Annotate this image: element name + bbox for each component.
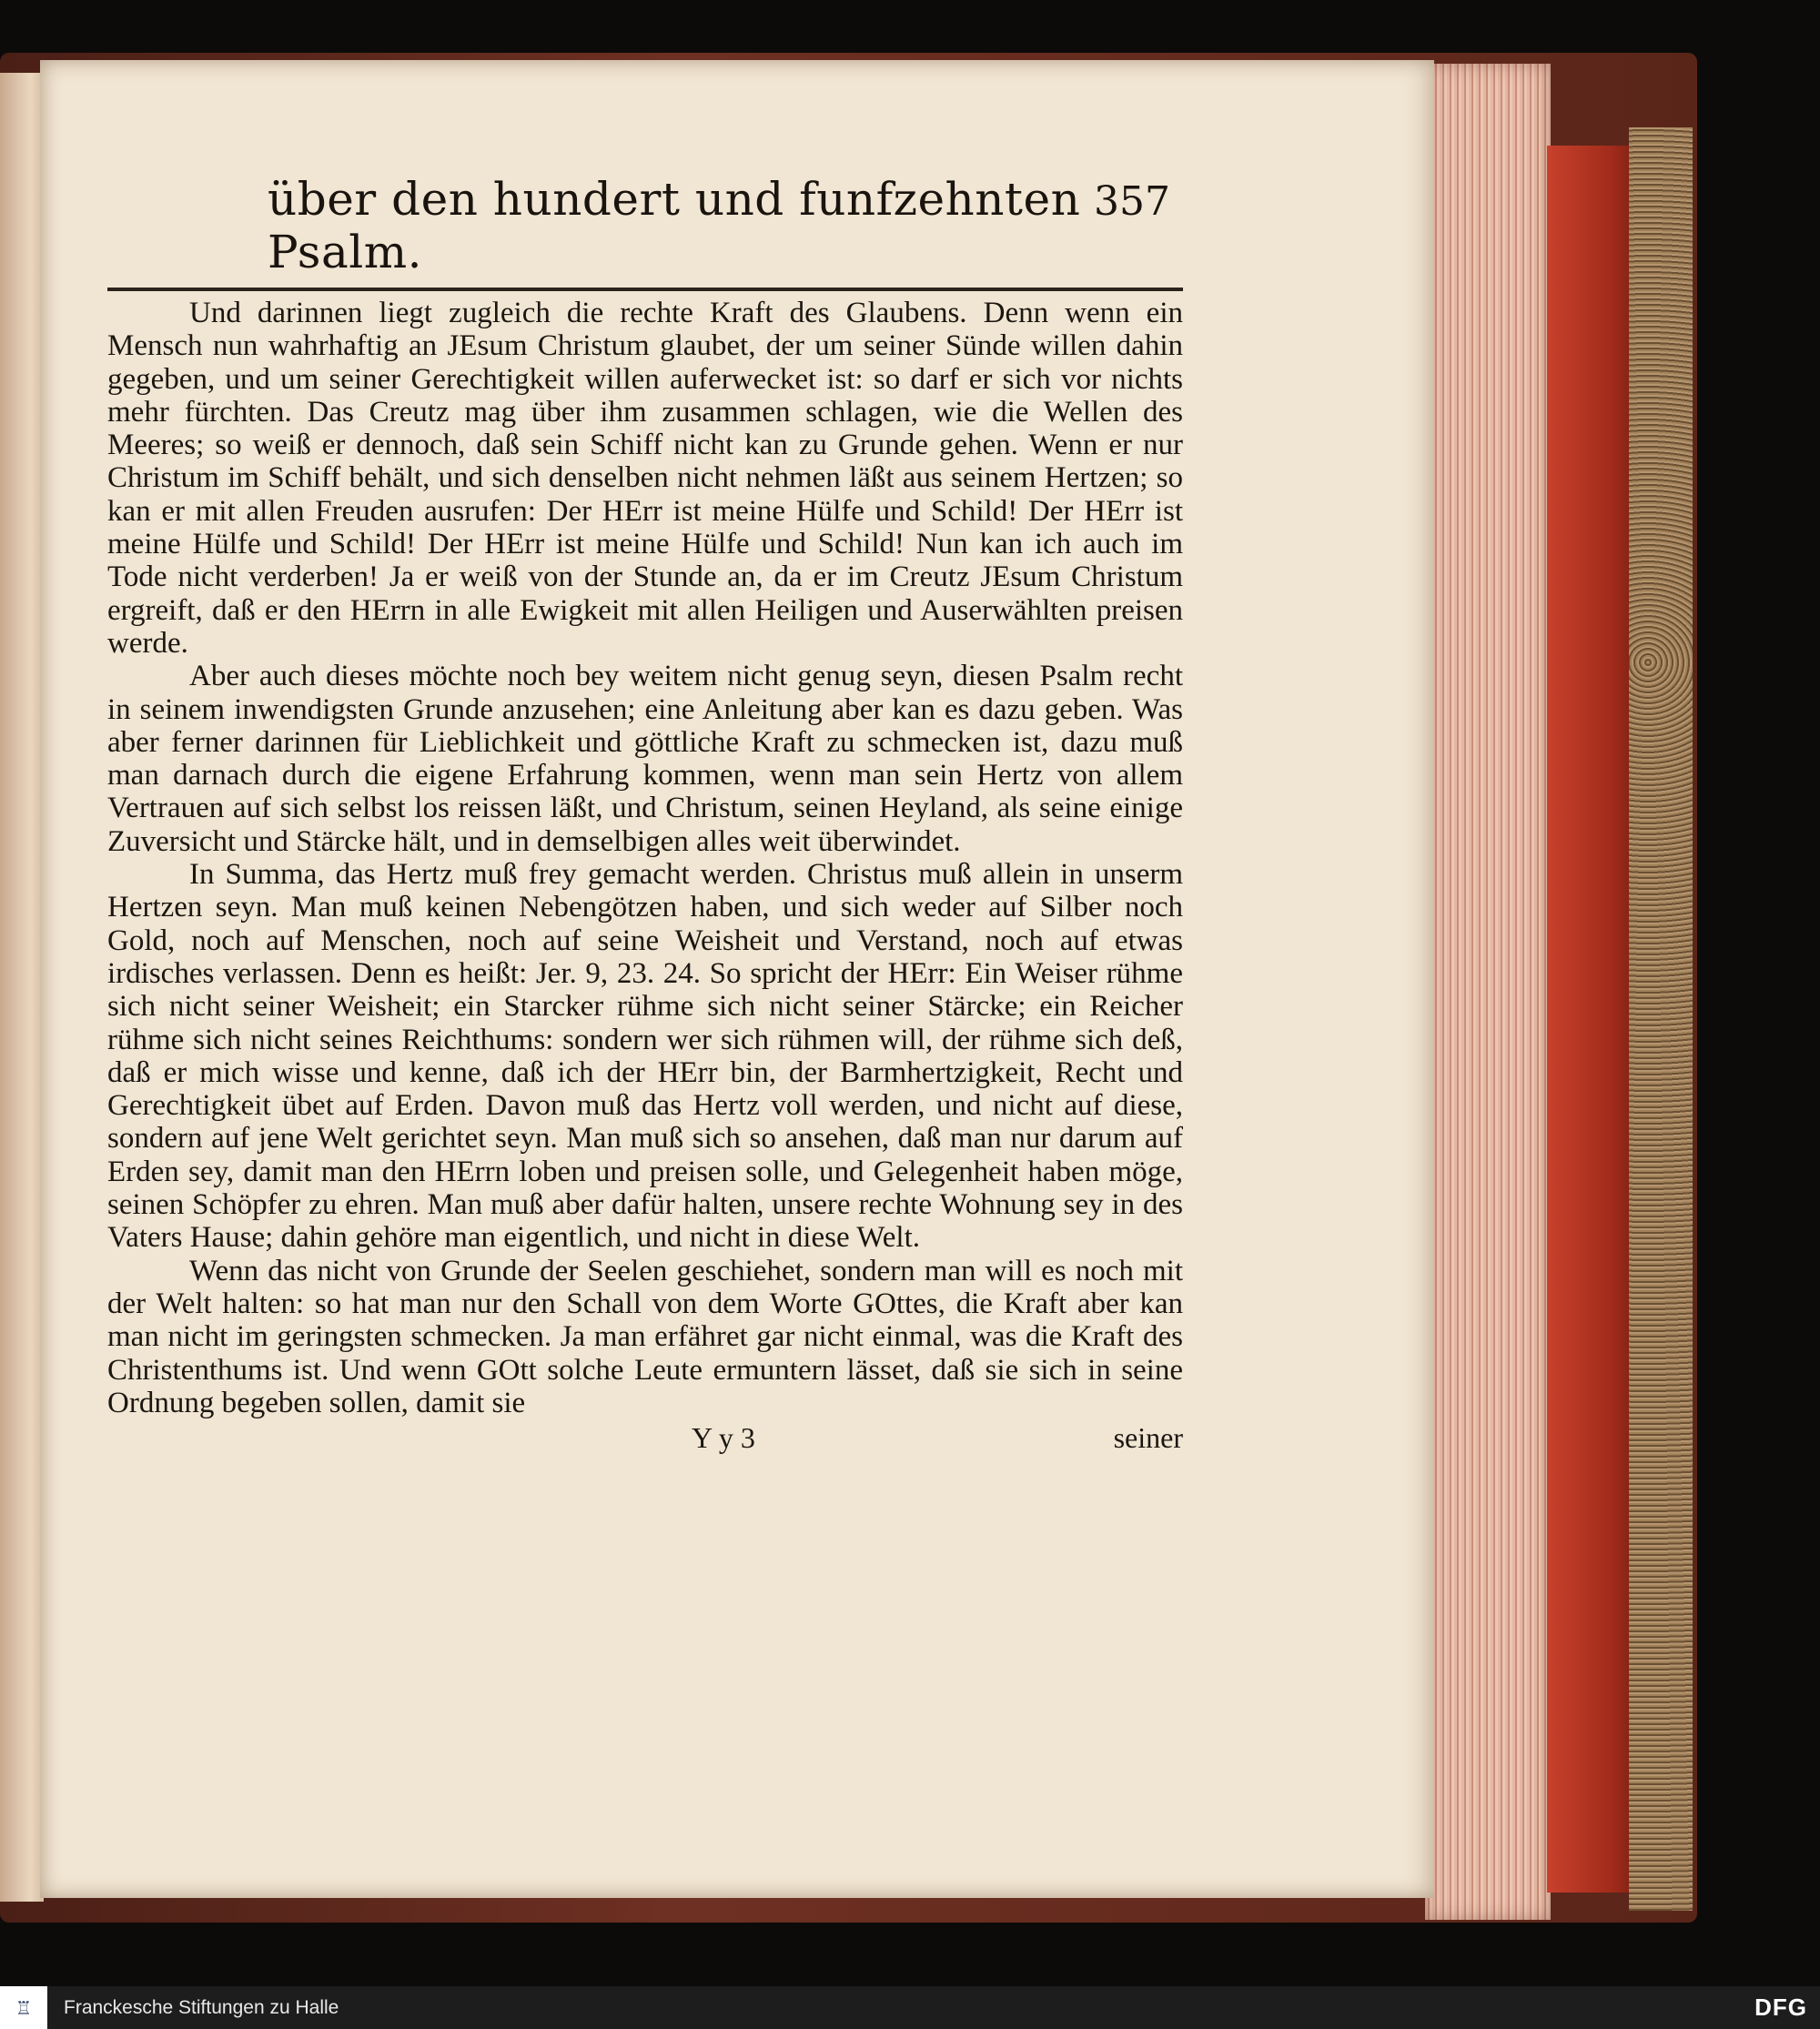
page-title: über den hundert und funfzehnten Psalm. xyxy=(268,173,1081,278)
page-footer xyxy=(107,1419,1183,1455)
page-number: 357 xyxy=(1094,178,1170,225)
left-page-edge xyxy=(0,73,44,1902)
marbled-cover xyxy=(1629,127,1693,1911)
paragraph: Aber auch dieses möchte noch bey weitem nicht genug seyn, diesen Psalm recht in seinem inwendigsten Grunde anzusehen; eine Anleitung aber kan es dazu geben. Was aber ferner darinnen für Lieblichkeit und göttliche Kraft zu schmecken ist, dazu muß man darnach durch die eigene Erfahrung kommen, wenn man sein Hertz von allem Vertrauen auf sich selbst los reissen läßt, und Christum, seinen Heyland, als seine einige Zuversicht und Stärcke hält, und in demselbigen alles weit überwindet. xyxy=(107,660,1183,858)
institution-logo-icon[interactable]: ♖ xyxy=(0,1986,47,2029)
paragraph: Und darinnen liegt zugleich die rechte Kraft des Glaubens. Denn wenn ein Mensch nun wahrhaftig an JEsum Christum glaubet, der um seiner Sünde willen dahin gegeben, und um seiner Gerechtigkeit willen auferwecket ist: so darf er sich vor nichts mehr fürchten. Das Creutz mag über ihm zusammen schlagen, wie die Wellen des Meeres; so weiß er dennoch, daß sein Schiff nicht kan zu Grunde gehen. Wenn er nur Christum im Schiff behält, und sich denselben nicht nehmen läßt aus seinem Hertzen; so kan er mit allen Freuden ausrufen: Der HErr ist meine Hülfe und Schild! Der HErr ist meine Hülfe und Schild! Der HErr ist meine Hülfe und Schild! Nun kan ich auch im Tode nicht verderben! Ja er weiß von der Stunde an, da er im Creutz JEsum Christum ergreift, daß er den HErrn in alle Ewigkeit mit allen Heiligen und Auserwählten preisen werde. xyxy=(107,297,1183,660)
institution-name[interactable]: Franckesche Stiftungen zu Halle xyxy=(64,1996,339,2018)
viewer-status-bar xyxy=(0,1986,1820,2029)
dfg-logo[interactable]: DFG xyxy=(1754,1994,1807,2021)
page-block-edges xyxy=(1425,64,1551,1920)
running-head xyxy=(107,173,1183,291)
paragraph: In Summa, das Hertz muß frey gemacht werden. Christus muß allein in unserm Hertzen seyn. Man muß keinen Nebengötzen haben, und sich weder auf Silber noch Gold, noch auf Menschen, noch auf seine Weisheit und Verstand, noch auf etwas irdisches verlassen. Denn es heißt: Jer. 9, 23. 24. So spricht der HErr: Ein Weiser rühme sich nicht seiner Weisheit; ein Starcker rühme sich nicht seiner Stärcke; ein Reicher rühme sich nicht seines Reichthums: sondern wer sich rühmen will, der rühme sich deß, daß er mich wisse und kenne, daß ich der HErr bin, der Barmhertzigkeit, Recht und Gerechtigkeit übet auf Erden. Davon muß das Hertz voll werden, und nicht auf diese, sondern auf jene Welt gerichtet seyn. Man muß sich so ansehen, daß man nur darum auf Erden sey, damit man den HErrn loben und preisen solle, und Gelegenheit haben möge, seinen Schöpfer zu ehren. Man muß aber dafür halten, unsere rechte Wohnung sey in des Vaters Hause; dahin gehöre man eigentlich, und nicht in diese Welt. xyxy=(107,858,1183,1255)
catchword: seiner xyxy=(1113,1421,1183,1455)
signature-mark: Y y 3 xyxy=(692,1421,755,1455)
body-text xyxy=(107,297,1183,1419)
paragraph: Wenn das nicht von Grunde der Seelen geschiehet, sondern man will es noch mit der Welt halten: so hat man nur den Schall von dem Worte GOttes, die Kraft aber kan man nicht im geringsten schmecken. Ja man erfähret gar nicht einmal, was die Kraft des Christenthums ist. Und wenn GOtt solche Leute ermuntern lässet, daß sie sich in seine Ordnung begeben sollen, damit sie xyxy=(107,1254,1183,1419)
page-content xyxy=(107,173,1183,1455)
red-page-edge xyxy=(1547,146,1638,1893)
